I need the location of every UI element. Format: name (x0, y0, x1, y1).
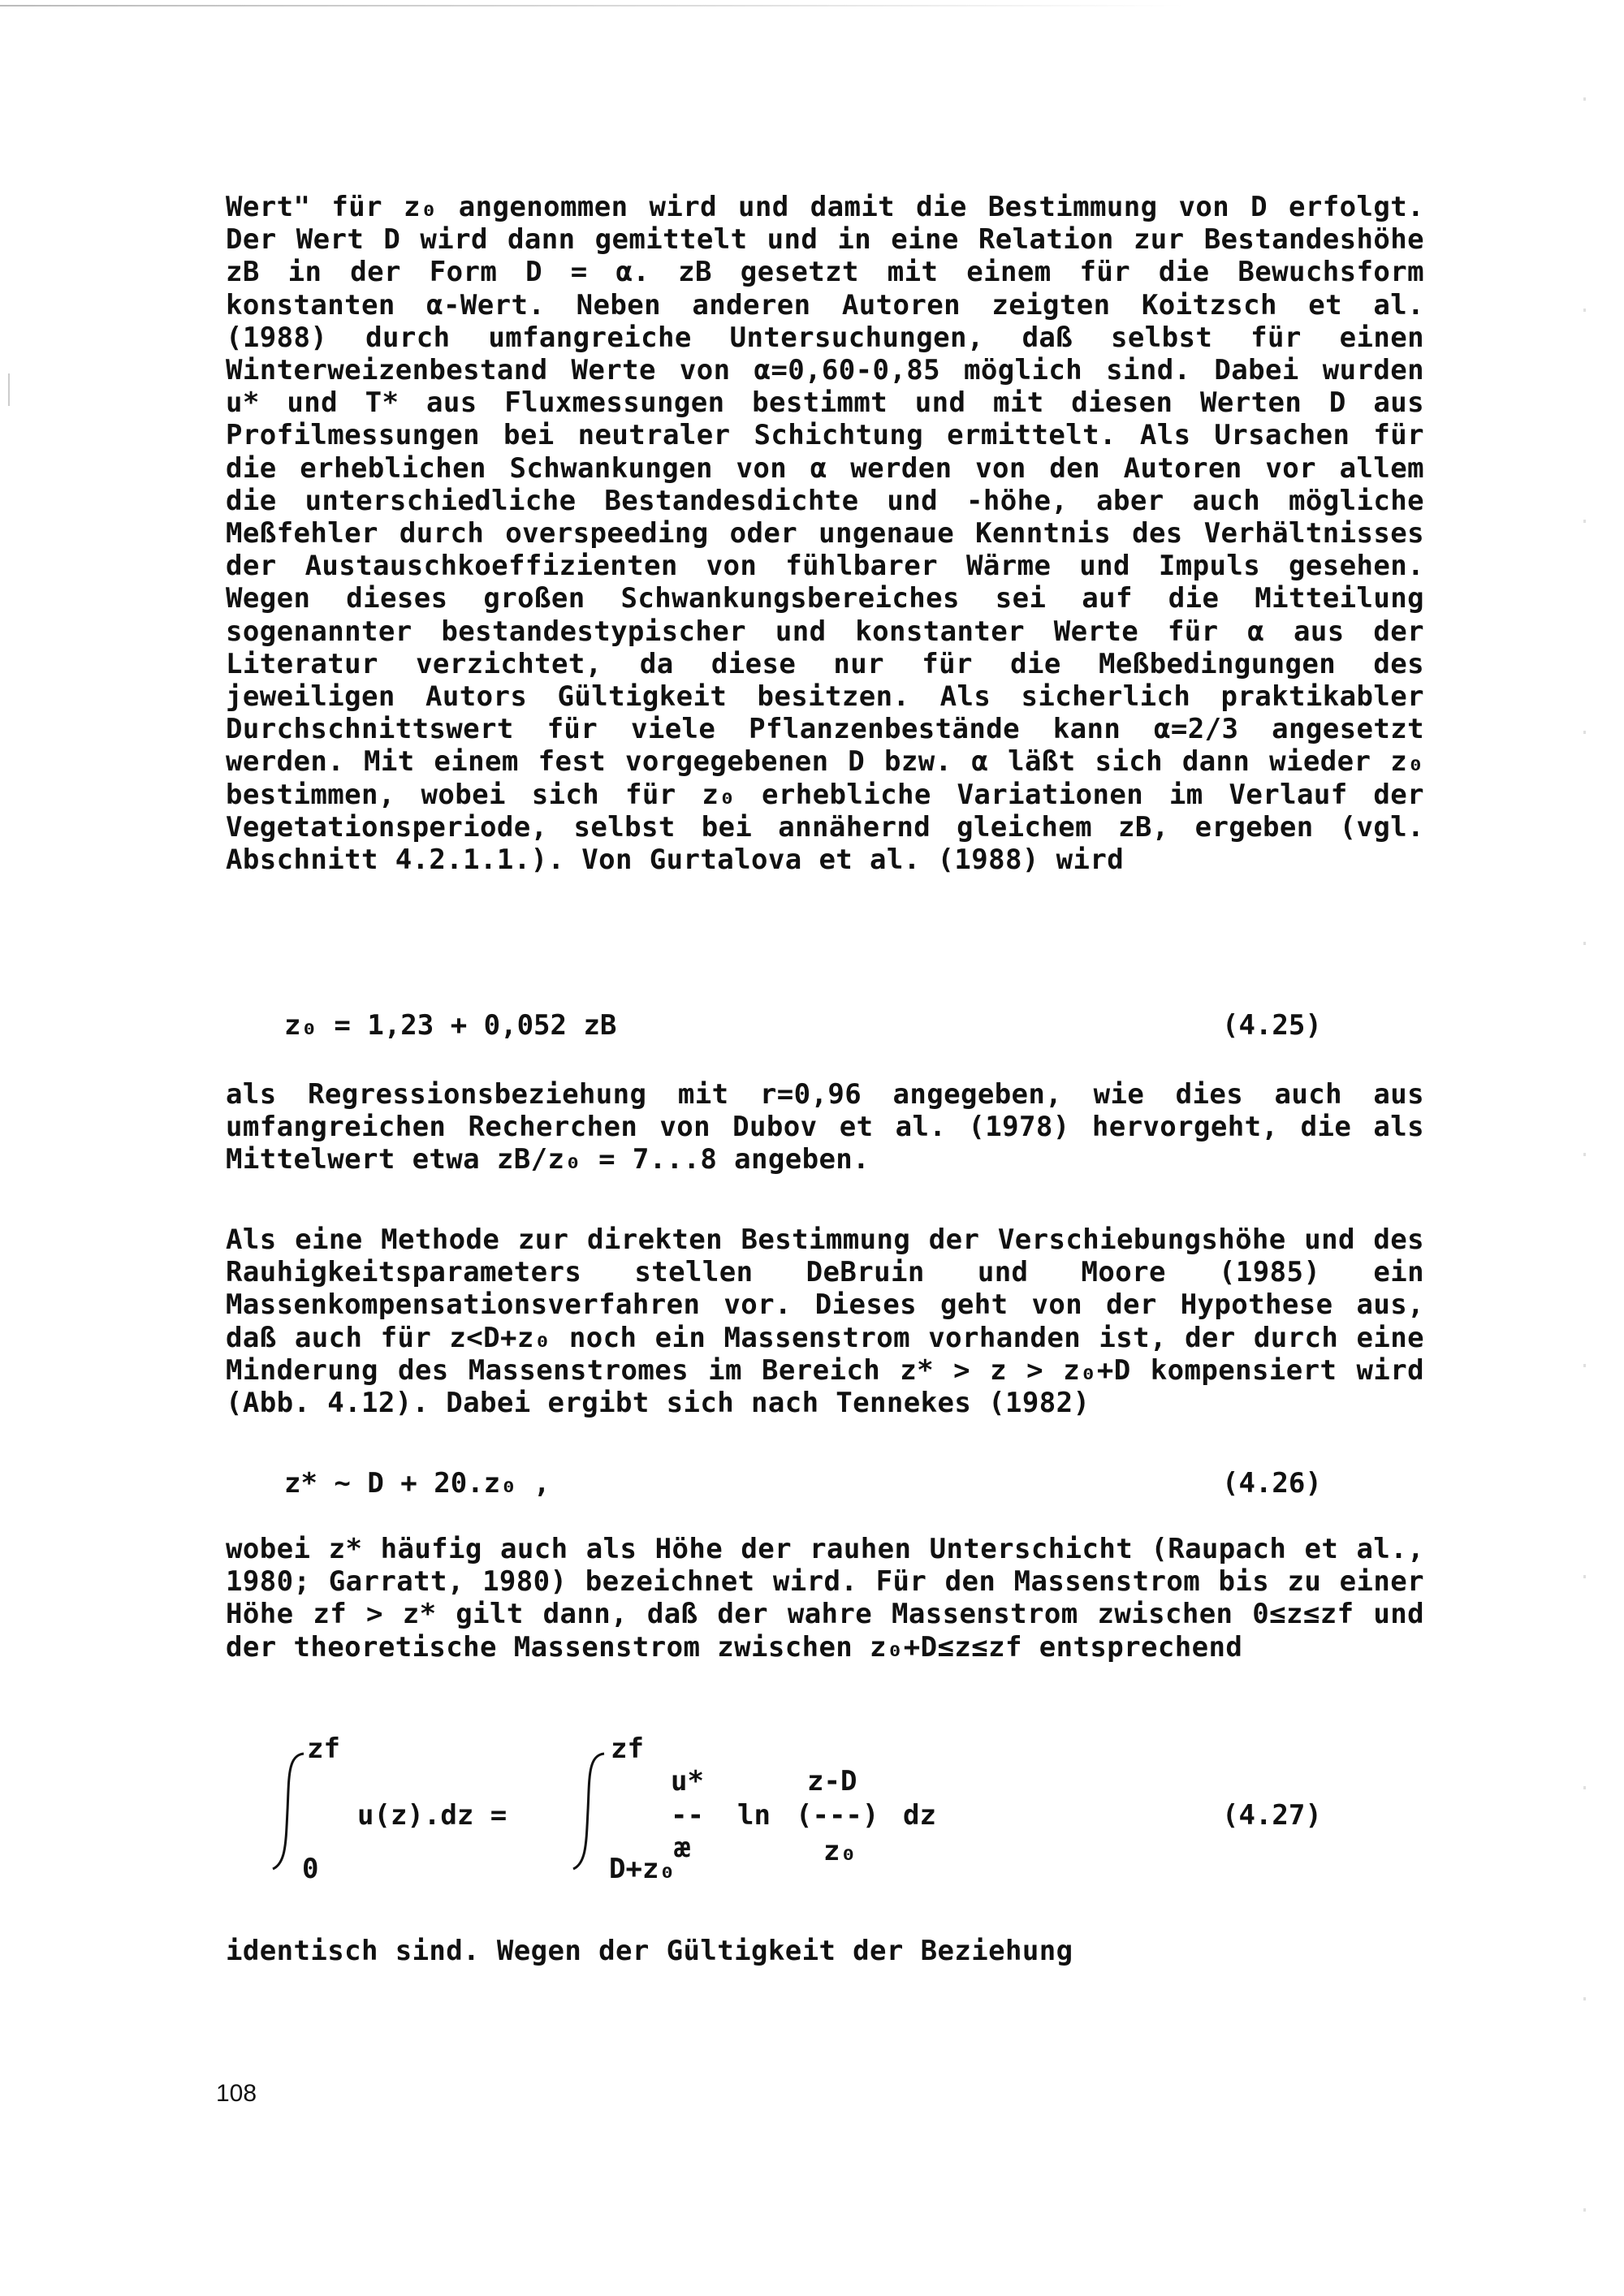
fraction-bar: -- (671, 1799, 704, 1832)
integral-sign-right (573, 1754, 604, 1869)
ln-bar: (---) (796, 1799, 879, 1832)
fraction-numerator: u* (671, 1765, 704, 1798)
paragraph-5: identisch sind. Wegen der Gültigkeit der Beziehung (226, 1935, 1073, 1967)
integral-lower-right: D+z₀ (609, 1853, 676, 1885)
equation-4-27-number: (4.27) (1222, 1799, 1322, 1832)
equation-4-25: z₀ = 1,23 + 0,052 zB (284, 1009, 617, 1042)
ln-operator: ln (737, 1799, 771, 1832)
equation-4-26: z* ∼ D + 20.z₀ , (284, 1467, 551, 1500)
integral-upper-right: zf (611, 1733, 644, 1765)
paragraph-3: Als eine Methode zur direkten Bestimmung der Verschiebungshöhe und des Rauhigkeitsparameters stellen DeBruin und Moore (1985) ein Massenkompensationsverfahren vor. Dieses geht von der Hypothese aus, daß auch für z<D+z₀ noch ein Massenstrom vorhanden ist, der durch eine Minderung des Massenstromes im Bereich z* > z > z₀+D kompensiert wird (Abb. 4.12). Dabei ergibt sich nach Tennekes (1982) (226, 1224, 1424, 1420)
differential-dz: dz (903, 1799, 936, 1832)
integral-lower-left: 0 (302, 1853, 319, 1885)
scan-mark (8, 373, 10, 406)
integral-sign-left (273, 1754, 304, 1869)
binding-marks (1583, 0, 1586, 2296)
paragraph-4: wobei z* häufig auch als Höhe der rauhen Unterschicht (Raupach et al., 1980; Garratt, 1980) bezeichnet wird. Für den Massenstrom bis zu einer Höhe zf > z* gilt dann, daß der wahre Massenstrom zwischen 0≤z≤zf und der theoretische Massenstrom zwischen z₀+D≤z≤zf entsprechend (226, 1533, 1424, 1664)
paragraph-1: Wert" für z₀ angenommen wird und damit die Bestimmung von D erfolgt. Der Wert D wird dann gemittelt und in eine Relation zur Bestandeshöhe zB in der Form D = α. zB gesetzt mit einem für die Bewuchsform konstanten α-Wert. Neben anderen Autoren zeigten Koitzsch et al. (1988) durch umfangreiche Untersuchungen, daß selbst für einen Winterweizenbestand Werte von α=0,60-0,85 möglich sind. Dabei wurden u* und T* aus Fluxmessungen bestimmt und mit diesen Werten D aus Profilmessungen bei neutraler Schichtung ermittelt. Als Ursachen für die erheblichen Schwankungen von α werden von den Autoren vor allem die unterschiedliche Bestandesdichte und -höhe, aber auch mögliche Meßfehler durch overspeeding oder ungenaue Kenntnis des Verhältnisses der Austauschkoeffizienten von fühlbarer Wärme und Impuls gesehen. Wegen dieses großen Schwankungsbereiches sei auf die Mitteilung sogenannter bestandestypischer und konstanter Werte für α aus der Literatur verzichtet, da diese nur für die Meßbedingungen des jeweiligen Autors Gültigkeit besitzen. Als sicherlich praktikabler Durchschnittswert für viele Pflanzenbestände kann α=2/3 angesetzt werden. Mit einem fest vorgegebenen D bzw. α läßt sich dann wieder z₀ bestimmen, wobei sich für z₀ erhebliche Variationen im Verlauf der Vegetationsperiode, selbst bei annähernd gleichem zB, ergeben (vgl. Abschnitt 4.2.1.1.). Von Gurtalova et al. (1988) wird (226, 191, 1424, 877)
equation-4-27 (268, 1729, 1080, 1892)
paragraph-2: als Regressionsbeziehung mit r=0,96 angegeben, wie dies auch aus umfangreichen Recherchen von Dubov et al. (1978) hervorgeht, die als Mittelwert etwa zB/z₀ = 7...8 angeben. (226, 1078, 1424, 1176)
top-scan-rule (0, 5, 1186, 6)
integral-upper-left: zf (307, 1733, 340, 1765)
ln-denominator: z₀ (823, 1835, 857, 1867)
equation-4-25-number: (4.25) (1222, 1009, 1322, 1042)
integral-lhs: u(z).dz = (357, 1799, 508, 1832)
fraction-denominator: æ (674, 1832, 691, 1864)
equation-4-26-number: (4.26) (1222, 1467, 1322, 1500)
ln-numerator: z-D (807, 1765, 857, 1798)
page-number: 108 (216, 2080, 257, 2107)
